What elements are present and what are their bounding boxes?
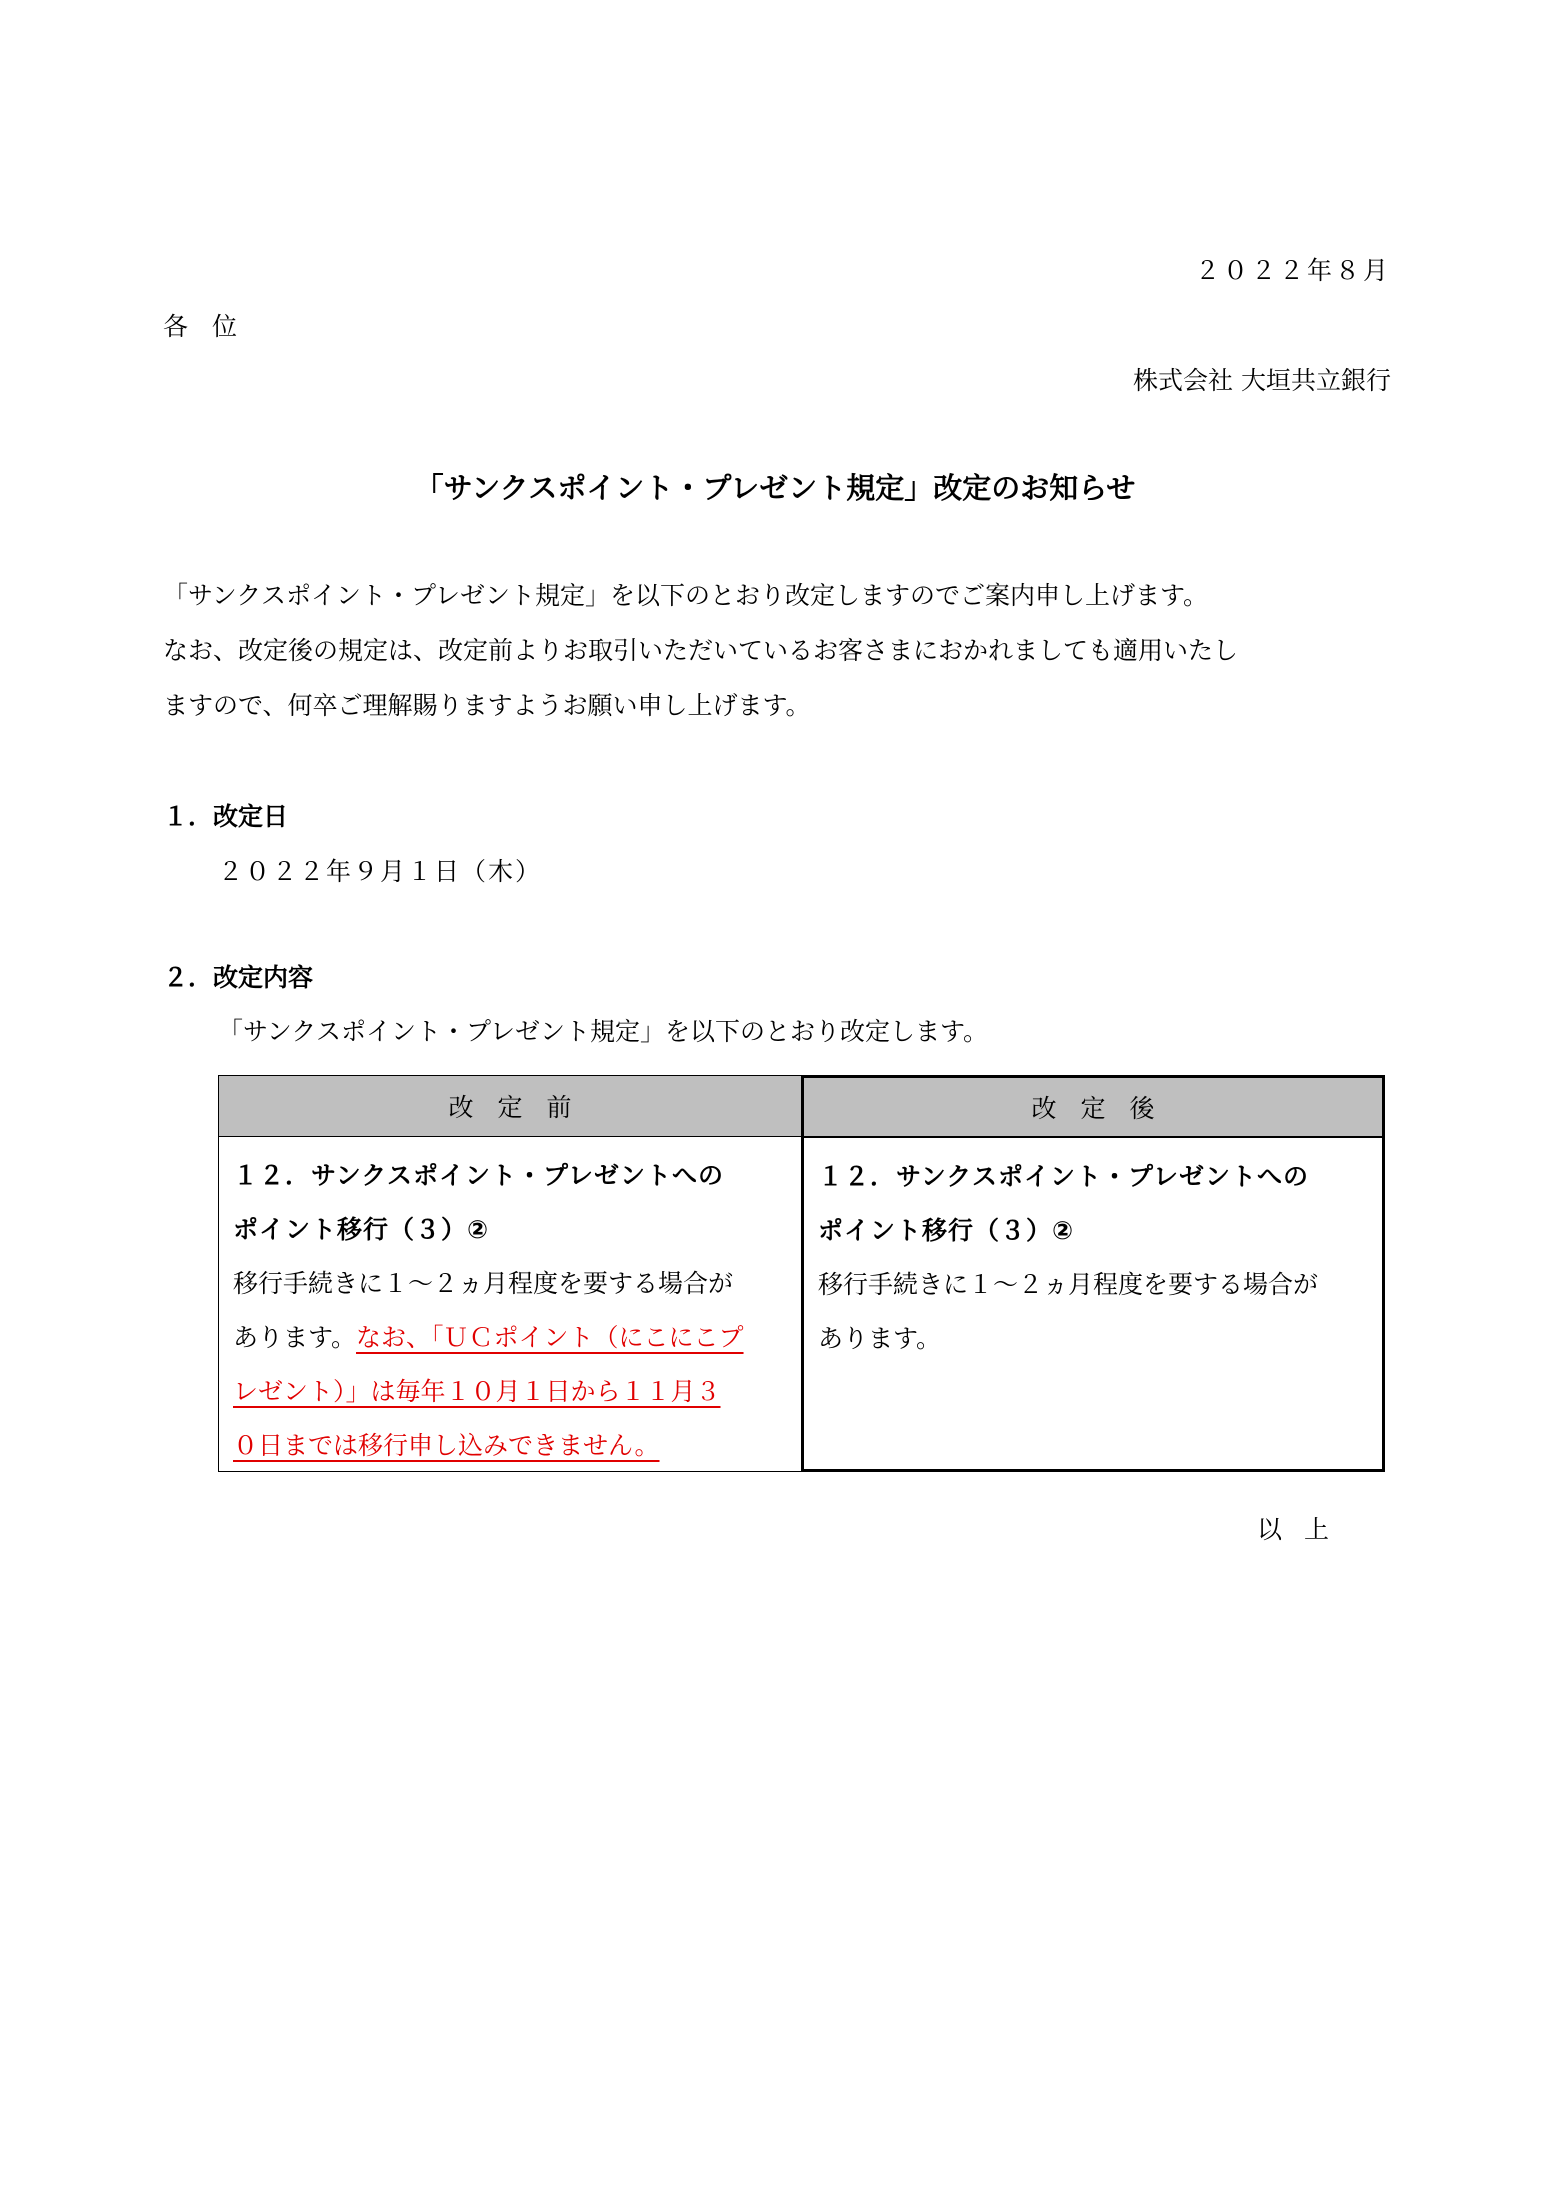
closing-mark: 以上 xyxy=(1256,1515,1351,1544)
clause-text-line xyxy=(233,1419,791,1473)
clause-text-line: 移行手続きに１～２ヵ月程度を要する場合が xyxy=(818,1270,1319,1299)
cell-before-revision xyxy=(219,1137,801,1473)
clause-text-line xyxy=(233,1365,791,1419)
column-header-before: 改定前 xyxy=(219,1076,801,1137)
deleted-text: レゼント）」は毎年１０月１日から１１月３ xyxy=(233,1377,721,1406)
addressee: 各 位 xyxy=(163,312,245,341)
column-header-after: 改定後 xyxy=(804,1078,1382,1138)
section-heading-revision-date: １．改定日 xyxy=(163,802,289,831)
clause-subheading: ポイント移行（３）② xyxy=(818,1216,1075,1245)
comparison-table xyxy=(218,1075,1385,1472)
intro-paragraph-line: 「サンクスポイント・プレゼント規定」を以下のとおり改定しますのでご案内申し上げます。 xyxy=(163,581,1209,610)
clause-text-line xyxy=(233,1311,791,1365)
clause-text-line: あります。 xyxy=(818,1324,942,1353)
deleted-text: ０日までは移行申し込みできません。 xyxy=(233,1431,660,1460)
document-date: ２０２２年８月 xyxy=(1194,256,1391,285)
column-after-revision xyxy=(801,1075,1385,1472)
section-heading-revision-content: ２．改定内容 xyxy=(163,963,314,992)
clause-heading: １２．サンクスポイント・プレゼントへの xyxy=(233,1161,725,1190)
intro-paragraph-line: ますので、何卒ご理解賜りますようお願い申し上げます。 xyxy=(163,691,811,720)
deleted-text: なお、「ＵＣポイント（にこにこプ xyxy=(356,1323,744,1352)
intro-paragraph-line: なお、改定後の規定は、改定前よりお取引いただいているお客さまにおかれましても適用いたし xyxy=(163,636,1239,665)
column-before-revision xyxy=(218,1075,802,1472)
issuer-name: 株式会社 大垣共立銀行 xyxy=(1133,366,1391,395)
cell-after-revision xyxy=(804,1138,1382,1366)
clause-text-line: 移行手続きに１～２ヵ月程度を要する場合が xyxy=(233,1269,734,1298)
revision-content-intro: 「サンクスポイント・プレゼント規定」を以下のとおり改定します。 xyxy=(218,1017,989,1046)
clause-text-plain: あります。 xyxy=(233,1323,357,1352)
page-title: 「サンクスポイント・プレゼント規定」改定のお知らせ xyxy=(414,471,1136,505)
revision-date-value: ２０２２年９月１日（木） xyxy=(218,857,543,886)
clause-subheading: ポイント移行（３）② xyxy=(233,1215,490,1244)
clause-heading: １２．サンクスポイント・プレゼントへの xyxy=(818,1162,1310,1191)
